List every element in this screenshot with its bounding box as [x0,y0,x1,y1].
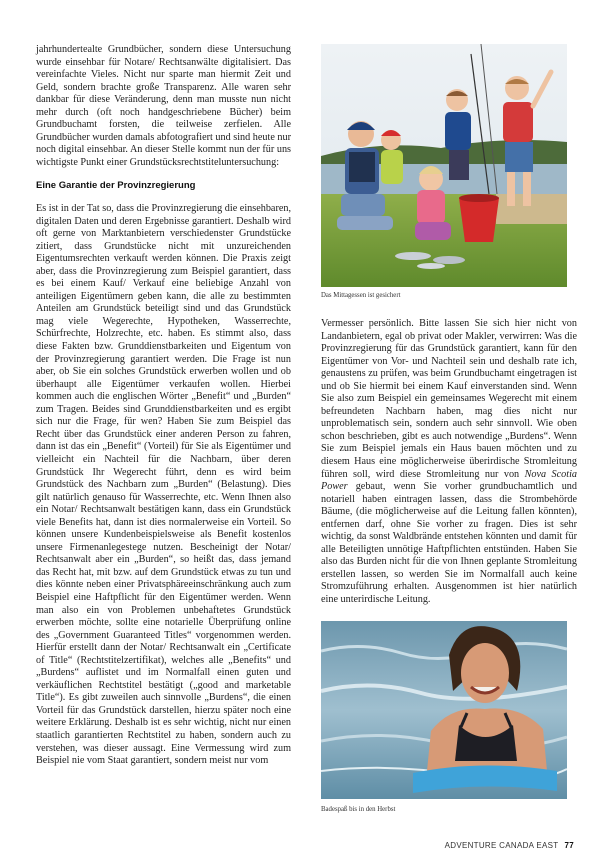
page-footer [380,841,574,850]
photo1-caption: Das Mittagessen ist gesichert [321,292,401,299]
page-number: 77 [564,841,574,850]
photo2-caption: Badespaß bis in den Herbst [321,806,396,813]
photo-children-fishing [321,44,567,287]
left-text-column [36,44,291,768]
intro-paragraph: jahrhundertealte Grundbücher, sondern diese Untersuchung wurde einsehbar für Notare/ Rechtsanwälte digitalisiert. Das vereinfachte Vieles. Nicht nur sparte man hiermit Zeit und Geld, sondern brachte große Transparenz. Alle waren sehr dankbar für diese Veränderung, denn man musste nun nicht mehr durch (oft noch handgeschriebene Bücher) beim Grundbuchamt forsten, die teilweise zerfielen. Alle Grundbücher wurden damals abfotografiert und sind heute nur noch digital einsehbar. An dieser Stelle kommt nun der für uns wichtigste Punkt einer Grundstücksrechtstiteluntersuchung: [36,44,291,168]
children-fishing-illustration [321,44,567,287]
right-body-part2: gebaut, wenn Sie vorher grundbuchamtlich und notariell haben eintragen lassen, dass die Strombehörde Bäume, (die möglicherweise auf die Leitung fallen könnten), entfernen darf, ohne Sie vorher zu fragen. Dies ist sehr wichtig, da sonst Waldbrände entstehen könnten und damit für alle Beteiligten unnötige Haftpflichten entstünden. Haben Sie also das Burden nicht für die von Ihnen geplante Stromleitung erstellen lassen, so werden Sie im Normalfall auch keine Stromzuführung erhalten. Ausgenommen ist hier natürlich eine unterirdische Leitung. [321,481,577,606]
company-name-italic: Nova Scotia Power [321,468,577,493]
photo-woman-swimming [321,621,567,799]
section-heading: Eine Garantie der Provinzregierung [36,180,196,192]
magazine-name: ADVENTURE CANADA EAST [444,841,559,850]
woman-swimming-illustration [321,621,567,799]
body-paragraph: Es ist in der Tat so, dass die Provinzregierung die einsehbaren, digitalen Daten und deren Ergebnisse garantiert. Deshalb wird oft gerne von Marktanbietern verschiedenster Grundstücke zitiert, dass Grundstücke nicht mit unzureichenden Eigentumsrechten verkauft werden können. Die Praxis zeigt aber, dass die Provinzregierung zum Beispiel garantiert, dass es bei einem Kauf/ Verkauf eine beliebige Anzahl von anteiligen Eigentümern geben kann, die alle zu bestimmten Anteilen am Grundstück beteiligt sind und das Grundstück mag viele Wegerechte, Hypotheken, Wasserrechte, Schürfrechte, Holzrechte, etc. haben. Es stimmt also, dass diese Fakten bzw. Grunddienstbarkeiten und Eigentum von der Provinzregierung garantiert werden. Die Frage ist nun aber, ob Sie ein solches Grundstück erwerben wollen und ob überhaupt alle Eigentümer verkaufen wollen. Hierbei kommen auch die englischen Wörter „Benefit“ und „Burden“ zum Tragen. Beides sind Grunddienstbarkeiten und es ergibt sich nur die Frage, für wen? Haben Sie zum Beispiel das Recht über das Grundstück einer anderen Person zu fahren, dann ist das ein „Benefit“ (Vorteil) für Sie als Eigentümer und vielleicht ein Nachteil für die Nachbarn, über deren Grundstück Ihr Wegerecht führt, denn es wird beim Grundstück des Nachbarn zum „Burden“ (Belastung). Dies gilt natürlich genauso für Wasserrechte, etc. Wenn Ihnen also ein Notar/ Rechtsanwalt bestätigen kann, dass ein Grundstück viele Benefits hat, dann ist dies normalerweise ein Vorteil. So können unsere Kundenbeispielsweise als Benefit kostenlos unsere Firmenanlegestege nutzen. Bescheinigt der Notar/ Rechtsanwalt aber ein „Burden“, so heißt das, dass jemand das Recht hat, mit bzw. auf dem Grundstück etwas zu tun und dies könnte neben einer Privatsphäreeinschränkung auch zum Beispiel eine Haftpflicht für den Eigentümer werden. Wenn man also ein von Problemen unbehaftetes Grundstück erwerben möchte, sollte eine notarielle Überprüfung online des „Government Guaranteed Titles“ vorgenommen werden. Hierfür erstellt dann der Notar/ Rechtsanwalt ein „Certificate of Title“ (Rechtstitelzertifikat), welches alle „Benefits“ und „Burdens“ auflistet und im Normalfall einen guten und verkäuflichen Rechtstitel bestätigt („good and marketable Title“). Es gibt zuweilen auch sinnvolle „Burdens“, die einen Vorteil für das Grundstück darstellen, hierzu später noch eine weitere Erklärung. Deshalb ist es sehr wichtig, nicht nur einen staatlich garantierten Rechtstitel zu haben, sondern auch zu verstehen, was dieser aussagt. Eine Vermessung wird zum Beispiel nie vom Staat garantiert, sondern meist nur vom [36,203,291,767]
right-text-column [321,318,577,607]
right-body-part1: Vermesser persönlich. Bitte lassen Sie sich hier nicht von Landanbietern, egal ob privat oder Makler, verwirren: Was die Provinzregierung für das Grundstück garantiert, kann für den Eigentümer von Vor- und Nachteil sein und deshalb rate ich, genaustens zu prüfen, was beim Grundbuchamt eingetragen ist und ob Sie hiermit bei einem Kauf einverstanden sind. Wenn Sie also zum Beispiel ein gemeinsames Wegerecht mit einem befreundeten Nachbarn haben, mag dies nicht nur unproblematisch sein, sondern auch sehr sinnvoll. Wie oben schon beschrieben, gibt es auch notwendige „Burdens“. Wenn Sie zum Beispiel jemals ein Haus bauen möchten und zu diesem Haus eine möglicherweise überirdische Stromleitung führen soll, wird diese Stromleitung nur von [321,318,577,480]
right-body-paragraph [321,318,577,607]
